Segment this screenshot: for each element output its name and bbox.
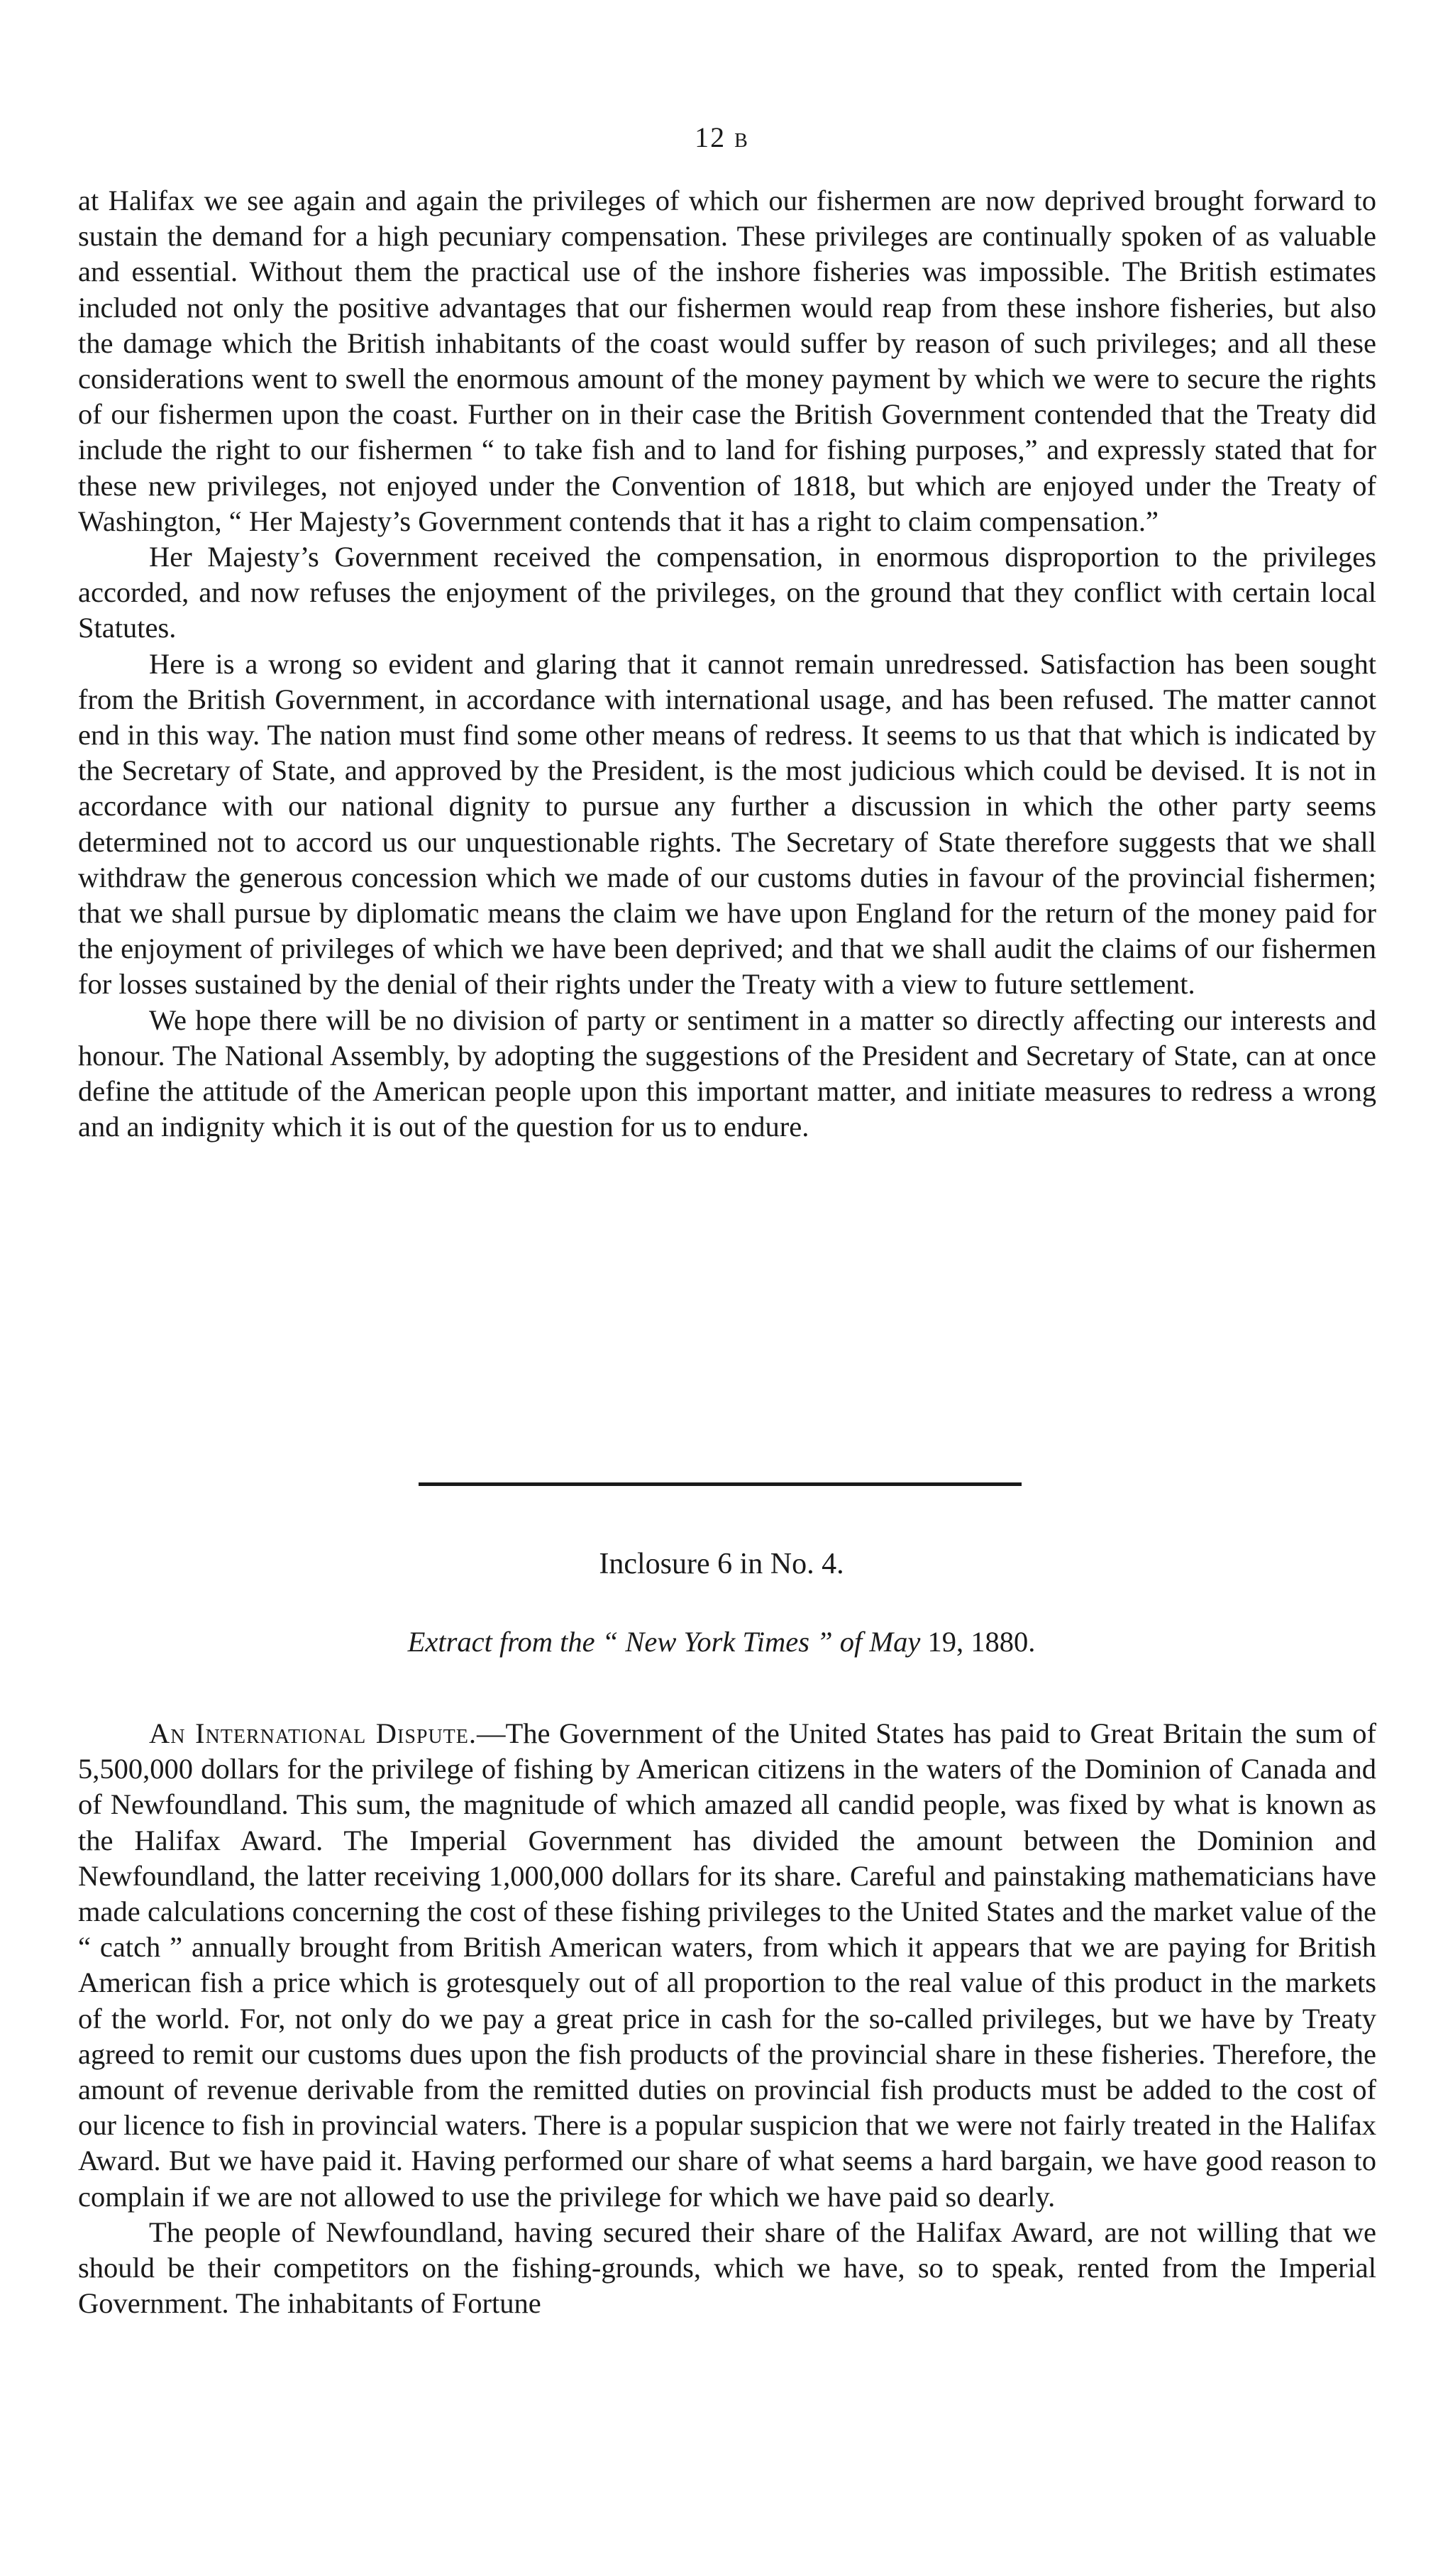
paragraph: The people of Newfoundland, having secured their share of the Halifax Award, are not willing that we should be their competitors on the fishing-grounds, which we have, so to speak, rented from the Imperial Government. The inhabitants of Fortune [78, 2216, 1376, 2320]
paragraph: at Halifax we see again and again the privileges of which our fishermen are now deprived brought forward to sustain the demand for a high pecuniary compensation. These privileges are continually spoken of as valuable and essential. Without them the practical use of the inshore fisheries was impossible. The British estimates included not only the positive advantages that our fishermen would reap from these inshore fisheries, but also the damage which the British inhabitants of the coast would suffer by reason of such privileges; and all these considerations went to swell the enormous amount of the money payment by which we were to secure the rights of our fishermen upon the coast. Further on in their case the British Government contended that the Treaty did include the right to our fishermen “ to take fish and to land for fishing purposes,” and expressly stated that for these new privileges, not enjoyed under the Convention of 1818, but which are enjoyed under the Treaty of Washington, “ Her Majesty’s Government contends that it has a right to claim compensation.” [78, 185, 1376, 537]
inclosure-heading: Inclosure 6 in No. 4. [599, 1548, 844, 1580]
article-lead-in: An International Dispute. [149, 1717, 477, 1749]
paragraph: Here is a wrong so evident and glaring that it cannot remain unredressed. Satisfaction has been sought from the British Government, in accordance with international usage, and has been refused. The matter cannot end in this way. The nation must find some other means of redress. It seems to us that that which is indicated by the Secretary of State, and approved by the President, is the most judicious which could be devised. It is not in accordance with our national dignity to pursue any further a discussion in which the other party seems determined not to accord us our unquestionable rights. The Secretary of State therefore suggests that we shall withdraw the generous concession which we made of our customs duties in favour of the provincial fishermen; that we shall pursue by diplomatic means the claim we have upon England for the return of the money paid for the enjoyment of privileges of which we have been deprived; and that we shall audit the claims of our fishermen for losses sustained by the denial of their rights under the Treaty with a view to future settlement. [78, 647, 1376, 1001]
extract-source: Extract from the “ New York Times ” of May [407, 1626, 921, 1658]
paragraph: Her Majesty’s Government received the compensation, in enormous disproportion to the privileges accorded, and now refuses the enjoyment of the privileges, on the ground that they conflict with certain local Statutes. [78, 541, 1376, 644]
section-divider [419, 1482, 1022, 1486]
extract-date: 19, 1880. [927, 1626, 1036, 1658]
paragraph [78, 1716, 1376, 2215]
paragraph: We hope there will be no division of party or sentiment in a matter so directly affecting our interests and honour. The National Assembly, by adopting the suggestions of the President and Secretary of State, can at once define the attitude of the American people upon this important matter, and initiate measures to redress a wrong and an indignity which it is out of the question for us to endure. [78, 1003, 1376, 1143]
bottom-text-section [78, 1716, 1376, 2321]
page-number [0, 121, 1443, 154]
page-number-value: 12 [695, 121, 726, 153]
paragraph-text: —The Government of the United States has paid to Great Britain the sum of 5,500,000 dollars for the privilege of fishing by American citizens in the waters of the Dominion of Canada and of Newfoundland. This sum, the magnitude of which amazed all candid people, was fixed by what is known as the Halifax Award. The Imperial Government has divided the amount between the Dominion and Newfoundland, the latter receiving 1,000,000 dollars for its share. Careful and painstaking mathematicians have made calculations concerning the cost of these fishing privileges to the United States and the market value of the “ catch ” annually brought from British American waters, from which it appears that we are paying for British American fish a price which is grotesquely out of all proportion to the real value of this product in the markets of the world. For, not only do we pay a great price in cash for the so-called privileges, but we have by Treaty agreed to remit our customs dues upon the fish products of the provincial share in these fisheries. Therefore, the amount of revenue derivable from the remitted duties on provincial fish products must be added to the cost of our licence to fish in provincial waters. There is a popular suspicion that we were not fairly treated in the Halifax Award. But we have paid it. Having performed our share of what seems a hard bargain, we have good reason to complain if we are not allowed to use the privilege for which we have paid so dearly. [78, 1717, 1376, 2213]
top-text-section [78, 183, 1376, 1145]
page-number-suffix: B [734, 130, 748, 152]
extract-heading [0, 1625, 1443, 1658]
